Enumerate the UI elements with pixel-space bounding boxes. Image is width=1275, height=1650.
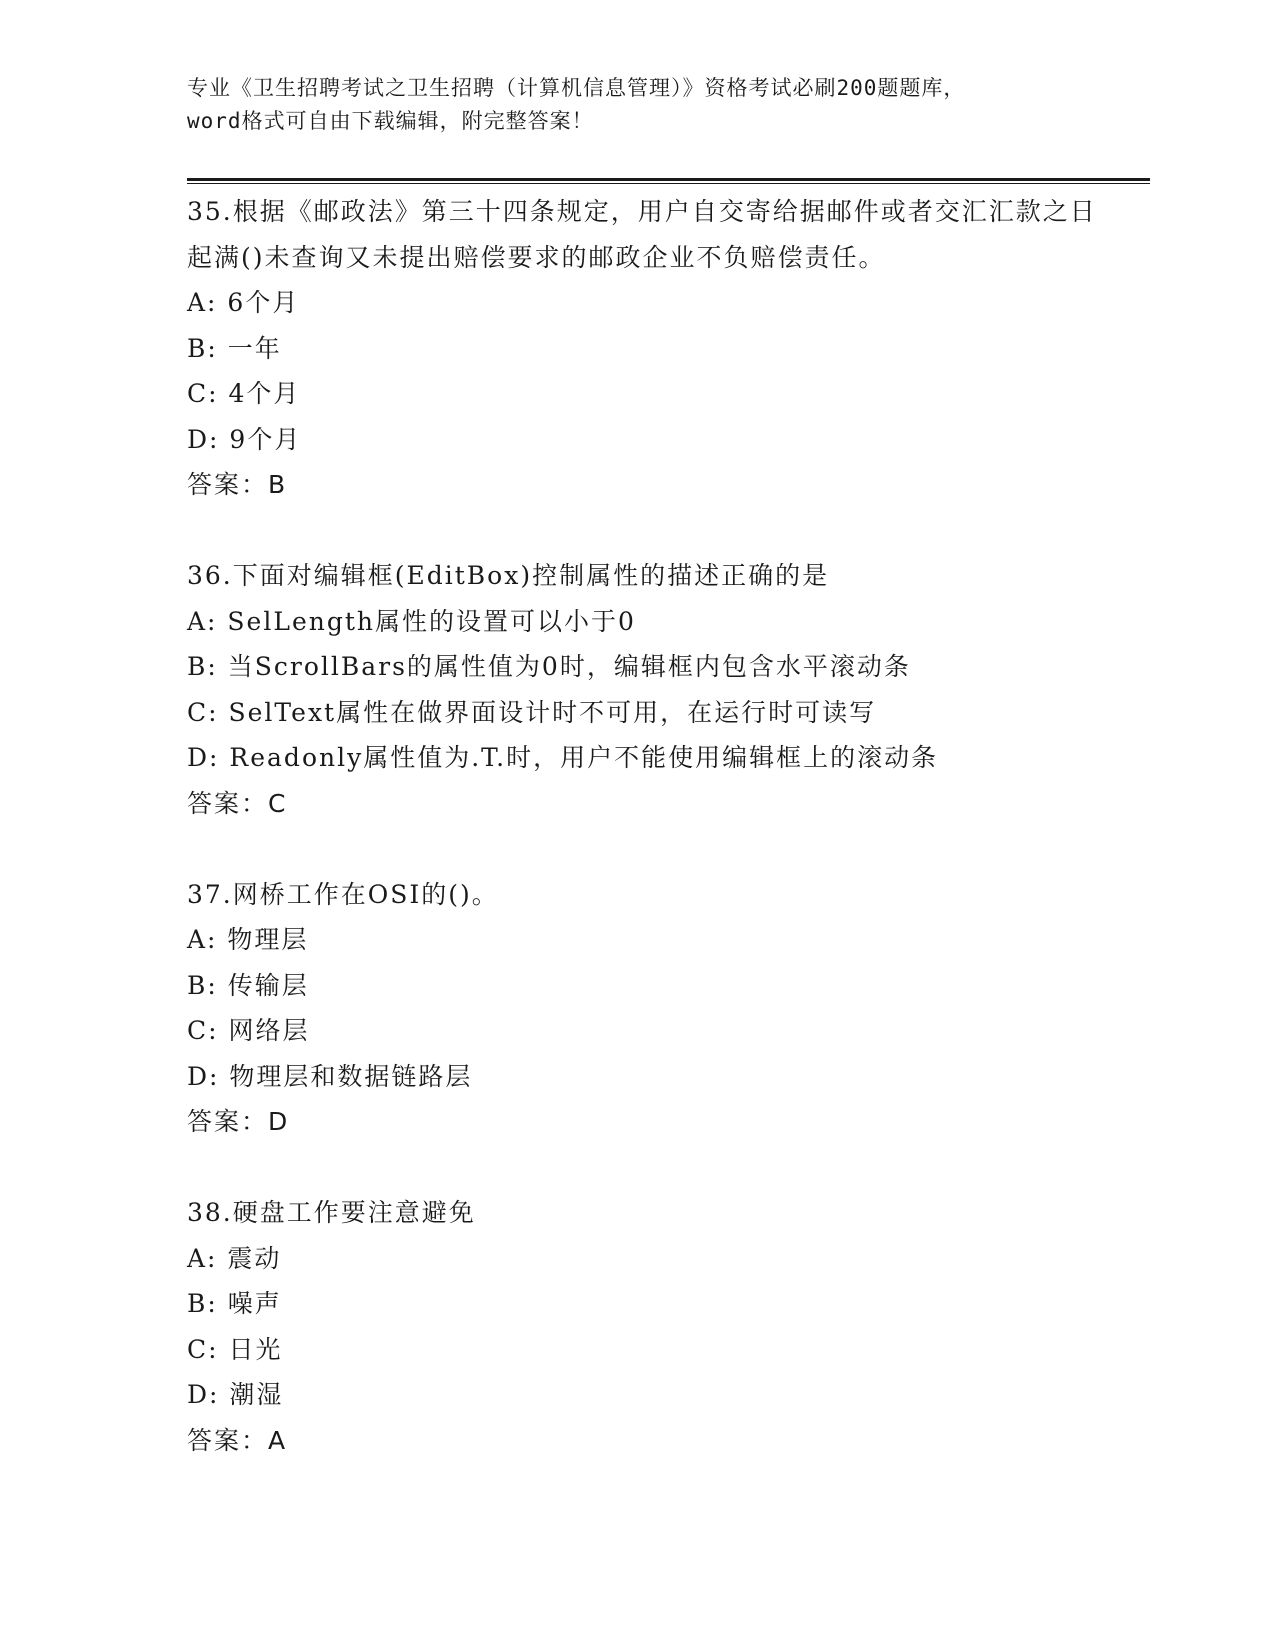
answer: 答案：B bbox=[187, 470, 288, 499]
document-header bbox=[187, 72, 1107, 138]
option-c: C: 网络层 bbox=[187, 1016, 310, 1045]
question-stem: 38.硬盘工作要注意避免 bbox=[187, 1198, 476, 1227]
option-d: D: Readonly属性值为.T.时，用户不能使用编辑框上的滚动条 bbox=[187, 743, 939, 772]
option-b: B: 当ScrollBars的属性值为0时，编辑框内包含水平滚动条 bbox=[187, 652, 911, 681]
header-line-1: 专业《卫生招聘考试之卫生招聘（计算机信息管理）》资格考试必刷200题题库， bbox=[187, 76, 966, 100]
option-c: C: 4个月 bbox=[187, 379, 301, 408]
question-35 bbox=[187, 189, 1097, 508]
question-38 bbox=[187, 1190, 1097, 1463]
option-b: B: 传输层 bbox=[187, 970, 309, 1000]
question-stem: 35.根据《邮政法》第三十四条规定，用户自交寄给据邮件或者交汇汇款之日起满()未查询又未提出赔偿要求的邮政企业不负赔偿责任。 bbox=[187, 197, 1097, 272]
option-a: A: 物理层 bbox=[187, 925, 309, 954]
question-36 bbox=[187, 553, 1097, 826]
question-stem: 37.网桥工作在OSI的()。 bbox=[187, 879, 499, 909]
option-d: D: 9个月 bbox=[187, 424, 302, 454]
header-line-2: word格式可自由下载编辑，附完整答案！ bbox=[187, 109, 594, 133]
answer: 答案：C bbox=[187, 788, 288, 818]
question-37 bbox=[187, 872, 1097, 1145]
question-stem: 36.下面对编辑框(EditBox)控制属性的描述正确的是 bbox=[187, 561, 830, 590]
option-d: D: 物理层和数据链路层 bbox=[187, 1061, 473, 1091]
question-list bbox=[187, 189, 1097, 1509]
header-divider-thick bbox=[187, 178, 1150, 181]
option-c: C: SelText属性在做界面设计时不可用，在运行时可读写 bbox=[187, 697, 877, 727]
answer: 答案：D bbox=[187, 1107, 290, 1136]
header-divider-thin bbox=[187, 183, 1150, 184]
option-a: A: 6个月 bbox=[187, 288, 300, 317]
option-a: A: SelLength属性的设置可以小于0 bbox=[187, 606, 636, 636]
option-a: A: 震动 bbox=[187, 1243, 282, 1273]
answer: 答案：A bbox=[187, 1425, 288, 1455]
option-c: C: 日光 bbox=[187, 1334, 283, 1364]
option-b: B: 噪声 bbox=[187, 1289, 282, 1318]
option-d: D: 潮湿 bbox=[187, 1380, 284, 1409]
option-b: B: 一年 bbox=[187, 333, 282, 363]
